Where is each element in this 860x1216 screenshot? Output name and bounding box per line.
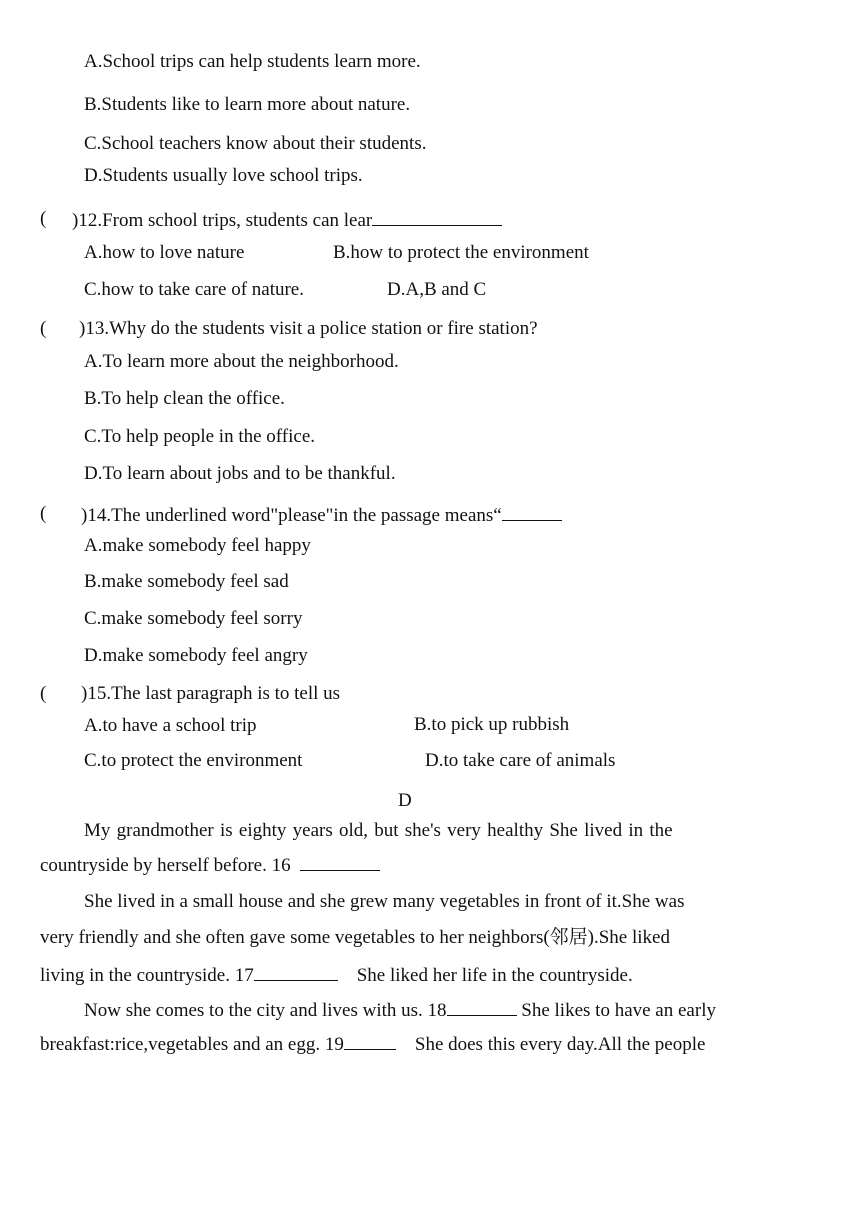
q15-option-a: A.to have a school trip xyxy=(84,715,257,736)
q14-option-d: D.make somebody feel angry xyxy=(84,645,308,666)
passage-p2-line3-text-a: living in the countryside. 17 xyxy=(40,965,254,986)
q14-option-b: B.make somebody feel sad xyxy=(84,571,289,592)
q12-stem-text: )12.From school trips, students can lear xyxy=(72,210,373,231)
passage-p3-line1-text-a: Now she comes to the city and lives with us. 18 xyxy=(84,1000,447,1021)
q12-paren: ( xyxy=(40,208,47,229)
q15-option-c: C.to protect the environment xyxy=(84,750,303,771)
section-d-heading: D xyxy=(398,790,412,811)
blank-18 xyxy=(447,997,517,1016)
q15-option-b: B.to pick up rubbish xyxy=(414,714,570,735)
passage-p2-line1: She lived in a small house and she grew many vegetables in front of it.She was xyxy=(84,891,685,912)
passage-p2-line3 xyxy=(40,962,633,988)
q11-option-d: D.Students usually love school trips. xyxy=(84,165,363,186)
q15-stem: )15.The last paragraph is to tell us xyxy=(81,683,341,704)
q12-option-b: B.how to protect the environment xyxy=(333,242,589,263)
q14-option-c: C.make somebody feel sorry xyxy=(84,608,303,629)
q13-option-b: B.To help clean the office. xyxy=(84,388,285,409)
q15-paren: ( xyxy=(40,683,47,704)
blank-16 xyxy=(300,852,380,871)
passage-p1-line2-text: countryside by herself before. 16 xyxy=(40,855,291,876)
q11-option-b: B.Students like to learn more about nature. xyxy=(84,94,411,115)
passage-p1-line1: My grandmother is eighty years old, but she's very healthy She lived in the xyxy=(84,820,673,841)
q12-option-d: D.A,B and C xyxy=(387,279,487,300)
q14-answer-blank xyxy=(502,502,562,521)
q11-option-c: C.School teachers know about their students. xyxy=(84,133,427,154)
blank-19 xyxy=(344,1031,396,1050)
q13-option-a: A.To learn more about the neighborhood. xyxy=(84,351,399,372)
q13-option-d: D.To learn about jobs and to be thankful. xyxy=(84,463,396,484)
q11-option-a: A.School trips can help students learn more. xyxy=(84,51,421,72)
passage-p2-line2: very friendly and she often gave some vegetables to her neighbors(邻居).She liked xyxy=(40,927,670,948)
q14-option-a: A.make somebody feel happy xyxy=(84,535,311,556)
q12-option-c: C.how to take care of nature. xyxy=(84,279,304,300)
passage-p3-line2-text-a: breakfast:rice,vegetables and an egg. 19 xyxy=(40,1034,344,1055)
q12-answer-blank xyxy=(372,207,502,226)
q13-paren: ( xyxy=(40,318,47,339)
q12-stem xyxy=(72,207,502,233)
q12-option-a: A.how to love nature xyxy=(84,242,245,263)
q14-paren: ( xyxy=(40,503,47,524)
q13-option-c: C.To help people in the office. xyxy=(84,426,316,447)
blank-17 xyxy=(254,962,338,981)
q15-option-d: D.to take care of animals xyxy=(425,750,616,771)
passage-p2-line3-text-b: She liked her life in the countryside. xyxy=(356,965,633,986)
passage-p3-line2 xyxy=(40,1031,705,1057)
q14-stem-text: )14.The underlined word"please"in the passage means“ xyxy=(81,505,502,526)
passage-p3-line1 xyxy=(84,997,716,1023)
passage-p1-line2 xyxy=(40,852,380,878)
q14-stem xyxy=(81,502,562,528)
passage-p3-line1-text-b: She likes to have an early xyxy=(521,1000,716,1021)
q13-stem: )13.Why do the students visit a police station or fire station? xyxy=(79,318,538,339)
passage-p3-line2-text-b: She does this every day.All the people xyxy=(414,1034,706,1055)
